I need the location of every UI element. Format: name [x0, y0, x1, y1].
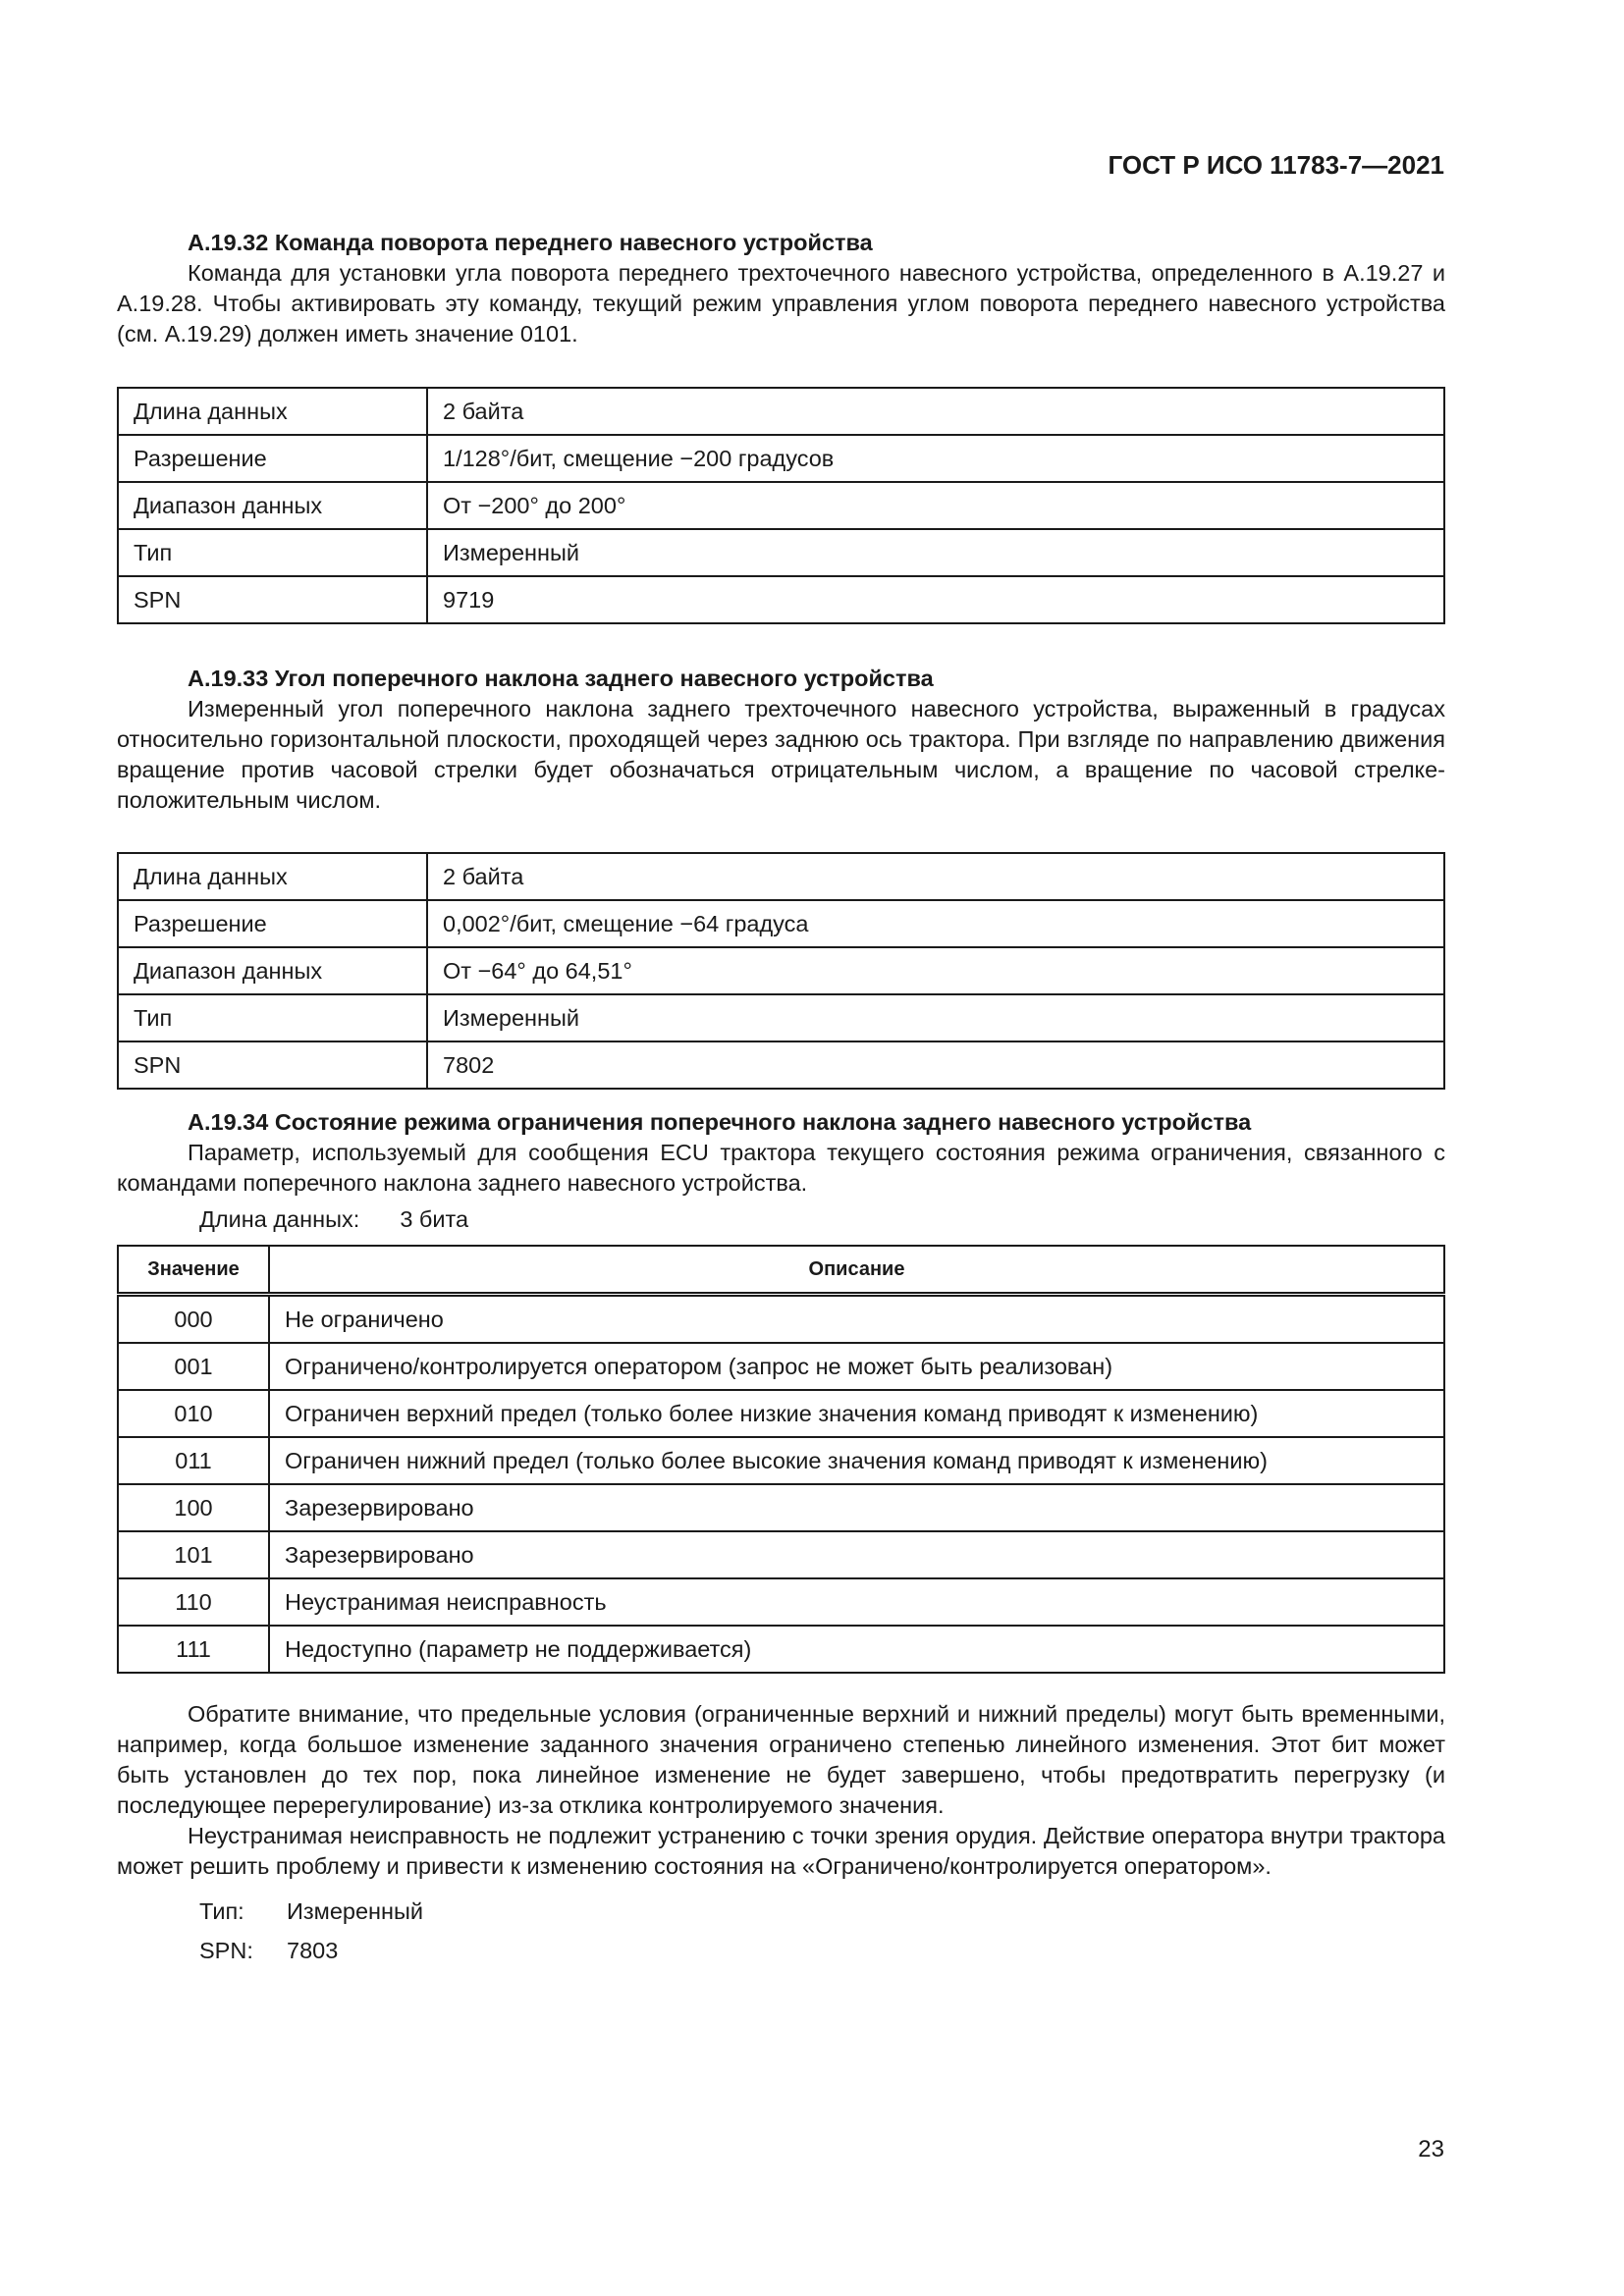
value-code-cell: 011 — [118, 1437, 269, 1484]
parameter-value-cell: От −64° до 64,51° — [427, 947, 1444, 994]
table-row — [118, 482, 1444, 529]
value-code-cell: 000 — [118, 1295, 269, 1344]
data-length-value: 3 бита — [400, 1206, 469, 1232]
parameter-value-cell: 0,002°/бит, смещение −64 градуса — [427, 900, 1444, 947]
description-cell: Зарезервировано — [269, 1531, 1444, 1578]
table-row — [118, 1390, 1444, 1437]
table-row — [118, 1437, 1444, 1484]
description-cell: Ограничено/контролируется оператором (запрос не может быть реализован) — [269, 1343, 1444, 1390]
description-cell: Зарезервировано — [269, 1484, 1444, 1531]
description-cell: Ограничен нижний предел (только более высокие значения команд приводят к изменению) — [269, 1437, 1444, 1484]
value-code-cell: 110 — [118, 1578, 269, 1626]
parameter-value-cell: 2 байта — [427, 388, 1444, 435]
column-header-value: Значение — [118, 1246, 269, 1295]
section-a19-32 — [117, 228, 1445, 624]
data-length-line — [117, 1204, 1445, 1235]
table-row — [118, 388, 1444, 435]
parameter-table — [117, 852, 1445, 1090]
table-row — [118, 994, 1444, 1041]
parameter-name-cell: Диапазон данных — [118, 482, 427, 529]
page-number: 23 — [1418, 2136, 1444, 2163]
parameter-value-cell: 7802 — [427, 1041, 1444, 1089]
table-row — [118, 947, 1444, 994]
section-paragraph: Измеренный угол поперечного наклона заднего трехточечного навесного устройства, выраженный в градусах относительно горизонтальной плоскости, проходящей через заднюю ось трактора. При взгляде по направлению движения вращение против часовой стрелки будет обозначаться отрицательным числом, а вращение по часовой стрелке-положительным числом. — [117, 696, 1445, 813]
table-row — [118, 529, 1444, 576]
parameter-name-cell: Длина данных — [118, 853, 427, 900]
type-spn-block — [117, 1892, 1445, 1970]
spn-label: SPN: — [199, 1938, 253, 1963]
value-code-cell: 111 — [118, 1626, 269, 1673]
description-cell: Не ограничено — [269, 1295, 1444, 1344]
table-row — [118, 576, 1444, 623]
parameter-name-cell: Тип — [118, 529, 427, 576]
table-row — [118, 1041, 1444, 1089]
document-header: ГОСТ Р ИСО 11783-7—2021 — [1108, 150, 1444, 180]
table-row — [118, 1626, 1444, 1673]
table-row — [118, 1295, 1444, 1344]
description-cell: Неустранимая неисправность — [269, 1578, 1444, 1626]
parameter-value-cell: 2 байта — [427, 853, 1444, 900]
column-header-description: Описание — [269, 1246, 1444, 1295]
section-title: А.19.34 Состояние режима ограничения поперечного наклона заднего навесного устройства — [188, 1109, 1252, 1135]
parameter-name-cell: SPN — [118, 1041, 427, 1089]
table-row — [118, 1578, 1444, 1626]
note-paragraph: Обратите внимание, что предельные условия (ограниченные верхний и нижний пределы) могут быть временными, например, когда большое изменение заданного значения ограничено степенью линейного изменения. Этот бит может быть установлен до тех пор, пока линейное изменение не будет завершено, чтобы предотвратить перегрузку (и последующее перерегулирование) из-за отклика контролируемого значения. — [117, 1701, 1445, 1818]
note-paragraph: Неустранимая неисправность не подлежит устранению с точки зрения орудия. Действие оператора внутри трактора может решить проблему и привести к изменению состояния на «Ограничено/контролируется оператором». — [117, 1823, 1445, 1879]
parameter-value-cell: От −200° до 200° — [427, 482, 1444, 529]
enum-table — [117, 1245, 1445, 1674]
table-row — [118, 435, 1444, 482]
table-row — [118, 900, 1444, 947]
parameter-value-cell: Измеренный — [427, 994, 1444, 1041]
value-code-cell: 100 — [118, 1484, 269, 1531]
parameter-value-cell: 1/128°/бит, смещение −200 градусов — [427, 435, 1444, 482]
table-row — [118, 1343, 1444, 1390]
spn-line — [199, 1931, 1445, 1970]
data-length-label: Длина данных: — [199, 1206, 360, 1232]
table-row — [118, 1531, 1444, 1578]
parameter-name-cell: Разрешение — [118, 900, 427, 947]
section-a19-34 — [117, 1107, 1445, 1970]
type-value: Измеренный — [287, 1898, 424, 1924]
table-row — [118, 1484, 1444, 1531]
section-title: А.19.32 Команда поворота переднего навесного устройства — [188, 230, 873, 255]
section-a19-33 — [117, 664, 1445, 1090]
section-paragraph: Параметр, используемый для сообщения ECU трактора текущего состояния режима ограничения, связанного с командами поперечного наклона заднего навесного устройства. — [117, 1140, 1445, 1196]
section-paragraph: Команда для установки угла поворота переднего трехточечного навесного устройства, определенного в А.19.27 и А.19.28. Чтобы активировать эту команду, текущий режим управления углом поворота переднего навесного устройства (см. А.19.29) должен иметь значение 0101. — [117, 260, 1445, 347]
value-code-cell: 001 — [118, 1343, 269, 1390]
parameter-name-cell: Тип — [118, 994, 427, 1041]
parameter-value-cell: 9719 — [427, 576, 1444, 623]
parameter-value-cell: Измеренный — [427, 529, 1444, 576]
value-code-cell: 101 — [118, 1531, 269, 1578]
table-row — [118, 853, 1444, 900]
spn-value: 7803 — [287, 1938, 339, 1963]
parameter-name-cell: Разрешение — [118, 435, 427, 482]
parameter-table — [117, 387, 1445, 624]
value-code-cell: 010 — [118, 1390, 269, 1437]
type-label: Тип: — [199, 1898, 244, 1924]
parameter-name-cell: Диапазон данных — [118, 947, 427, 994]
section-title: А.19.33 Угол поперечного наклона заднего навесного устройства — [188, 666, 934, 691]
description-cell: Ограничен верхний предел (только более низкие значения команд приводят к изменению) — [269, 1390, 1444, 1437]
parameter-name-cell: Длина данных — [118, 388, 427, 435]
description-cell: Недоступно (параметр не поддерживается) — [269, 1626, 1444, 1673]
type-line — [199, 1892, 1445, 1931]
parameter-name-cell: SPN — [118, 576, 427, 623]
